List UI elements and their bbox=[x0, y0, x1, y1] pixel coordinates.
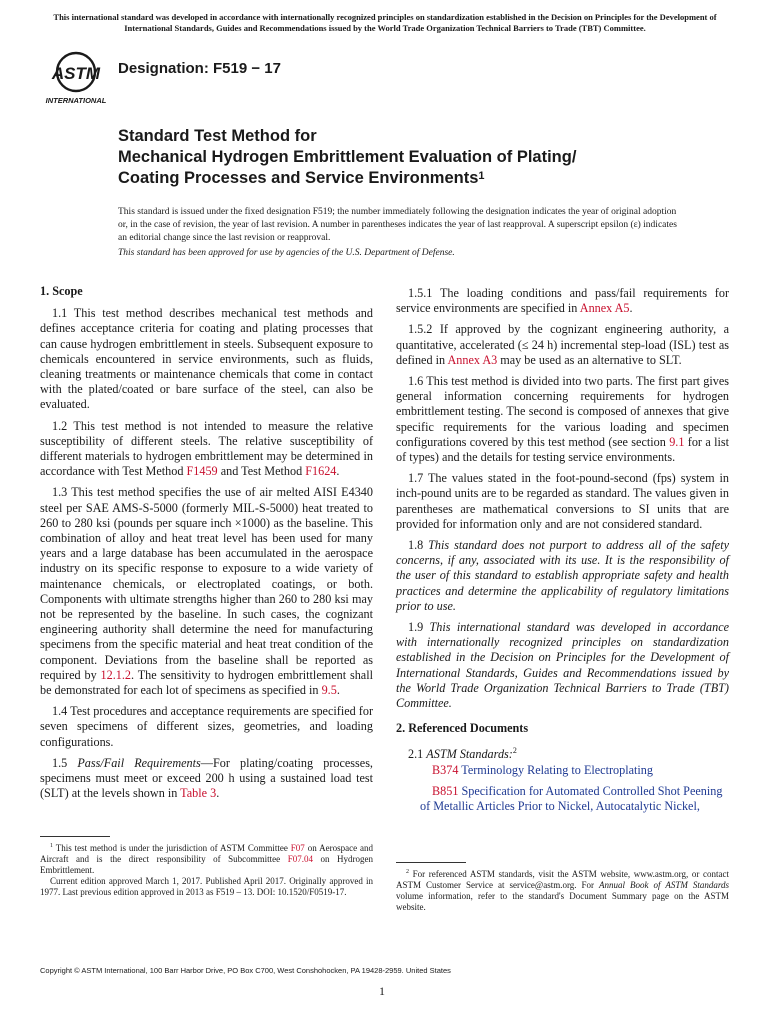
link-9-5[interactable]: 9.5 bbox=[321, 683, 337, 698]
issue-note: This standard is issued under the fixed designation F519; the number immediately following the designation indicates the year of original adoption or, in the case of revision, the year of last revision. A number in parentheses indicates the year of last reapproval. A superscript epsilon (ε) indicates an editorial change since the last revision or reapproval. bbox=[118, 207, 677, 243]
paragraph-1-1: 1.1 This test method describes mechanical test methods and defines acceptance criteria for coating and plating processes that can cause hydrogen embrittlement in steels. Subsequent exposure to chemicals encountered in service environments, such as fluids, cleaning treatments or maintenance chemicals that come in contact with the plated/coated or bare surface of the steel, can also be evaluated. bbox=[40, 306, 373, 412]
link-table-3[interactable]: Table 3 bbox=[180, 786, 217, 801]
astm-logo-icon bbox=[42, 50, 110, 106]
link-f1624[interactable]: F1624 bbox=[305, 464, 337, 479]
link-f1459[interactable]: F1459 bbox=[186, 464, 218, 479]
right-column bbox=[396, 284, 729, 820]
link-annex-a3[interactable]: Annex A3 bbox=[447, 352, 498, 367]
link-f07[interactable]: F07 bbox=[290, 843, 305, 853]
paragraph-1-5: 1.5 Pass/Fail Requirements—For plating/coating processes, specimens must meet or exceed 200 h using a sustained load test (SLT) at the levels shown in Table 3. bbox=[40, 755, 373, 801]
paragraph-1-3: 1.3 This test method specifies the use of air melted AISI E4340 steel per SAE AMS-S-5000 (formerly MIL-S-5000) heat treated to 260 to 280 ksi (pounds per square inch ×1000) as the baseline. This combination of alloy and heat treat level has been used for many years and a large database has been accumulated in the aerospace industry on its specific response to exposure to a wide variety of maintenance chemicals, or electroplated coatings, or both. Components with ultimate strengths higher than 260 to 280 ksi may not be represented by the baseline. In such cases, the cognizant engineering authority shall determine the need for manufacturing specimens from the specific material and heat treat condition of the component. Deviations from the baseline shall be reported as required by 12.1.2. The sensitivity to hydrogen embrittlement shall be demonstrated for each lot of specimens as specified in 9.5. bbox=[40, 485, 373, 698]
reference-b374[interactable]: B374 Terminology Relating to Electroplating bbox=[432, 762, 653, 777]
designation: Designation: F519 − 17 bbox=[118, 60, 281, 77]
footnote-1: $^1$ This test method is under the jurisdiction of ASTM Committee F07 on Aerospace and Aircraft and is the direct responsibility of Subcommittee F07.04 on Hydrogen Embrittlement. Current edition approved March 1, 2017. Published April 2017. Originally approved in 1977. Last previous edition approved in 2013 as F519 – 13. DOI: 10.1520/F0519-17. bbox=[40, 843, 374, 897]
link-f07-04[interactable]: F07.04 bbox=[287, 854, 313, 864]
title-line-3: Coating Processes and Service Environments$^1$ bbox=[118, 169, 485, 187]
paragraph-1-6: 1.6 This test method is divided into two parts. The first part gives general information concerning requirements for hydrogen embrittlement testing. The second is composed of annexes that give specific requirements for the various loading and specimen configurations covered by this test method (see section 9.1 for a list of types) and the details for testing service environments. bbox=[396, 374, 729, 465]
paragraph-1-8: 1.8 This standard does not purport to address all of the safety concerns, if any, associated with its use. It is the responsibility of the user of this standard to establish appropriate safety and health practices and determine the applicability of regulatory limitations prior to use. bbox=[396, 538, 729, 613]
logo-text: INTERNATIONAL bbox=[45, 96, 107, 105]
link-12-1-2[interactable]: 12.1.2 bbox=[100, 667, 131, 682]
copyright-line: Copyright © ASTM International, 100 Barr Harbor Drive, PO Box C700, West Conshohocken, PA 19428-2959. United States bbox=[40, 966, 451, 975]
approved-note: This standard has been approved for use by agencies of the U.S. Department of Defense. bbox=[118, 248, 455, 258]
paragraph-1-9: 1.9 This international standard was developed in accordance with internationally recognized principles on standardization established in the Decision on Principles for the Development of International Standards, Guides and Recommendations issued by the World Trade Organization Technical Barriers to Trade (TBT) Committee. bbox=[396, 620, 730, 711]
paragraph-1-5-1: 1.5.1 The loading conditions and pass/fail requirements for service environments are specified in Annex A5. bbox=[396, 286, 729, 316]
paragraph-1-2: 1.2 This test method is not intended to measure the relative susceptibility of different steels. The relative susceptibility of different materials to hydrogen embrittlement may be determined in accordance with Test Method F1459 and Test Method F1624. bbox=[40, 418, 373, 479]
top-notice: This international standard was developed in accordance with internationally recognized principles on standardization established in the Decision on Principles for the Development of International Standards, Guides and Recommendations issued by the World Trade Organization Technical Barriers to Trade (TBT) Committee. bbox=[53, 12, 717, 33]
scope-heading: 1. Scope bbox=[40, 284, 83, 298]
title-line-2: Mechanical Hydrogen Embrittlement Evaluation of Plating/ bbox=[118, 148, 577, 166]
page-number: 1 bbox=[379, 984, 385, 998]
link-annex-a5[interactable]: Annex A5 bbox=[579, 301, 630, 316]
document-title bbox=[118, 126, 718, 189]
link-9-1[interactable]: 9.1 bbox=[669, 434, 685, 449]
paragraph-2-1: 2.1 ASTM Standards:$^2$ bbox=[408, 746, 517, 762]
referenced-documents-heading: 2. Referenced Documents bbox=[396, 721, 529, 736]
svg-text:ASTM: ASTM bbox=[51, 64, 101, 83]
footnote-rule-right bbox=[396, 862, 466, 863]
left-column bbox=[40, 284, 373, 808]
footnote-2: $^2$ For referenced ASTM standards, visit the ASTM website, www.astm.org, or contact ASTM Customer Service at service@astm.org. For Annual Book of ASTM Standards volume information, refer to the standard's Document Summary page on the ASTM website. bbox=[396, 869, 730, 912]
title-footnote-mark: 1 bbox=[478, 170, 485, 182]
title-line-1: Standard Test Method for bbox=[118, 127, 317, 145]
paragraph-1-4: 1.4 Test procedures and acceptance requirements are specified for seven specimens of different sizes, geometries, and loading configurations. bbox=[40, 704, 373, 749]
reference-b851[interactable]: B851 Specification for Automated Controlled Shot Peening of Metallic Articles Prior to Nickel, Autocatalytic Nickel, bbox=[420, 783, 723, 814]
paragraph-1-7: 1.7 The values stated in the foot-pound-second (fps) system in inch-pound units are to be regarded as standard. The values given in parentheses are mathematical conversions to SI units that are provided for information only and are not considered standard. bbox=[396, 471, 729, 531]
paragraph-1-5-2: 1.5.2 If approved by the cognizant engineering authority, a quantitative, accelerated (≤ 24 h) incremental step-load (ISL) test as defined in Annex A3 may be used as an alternative to SLT. bbox=[396, 322, 729, 367]
footnote-rule-left bbox=[40, 836, 110, 837]
